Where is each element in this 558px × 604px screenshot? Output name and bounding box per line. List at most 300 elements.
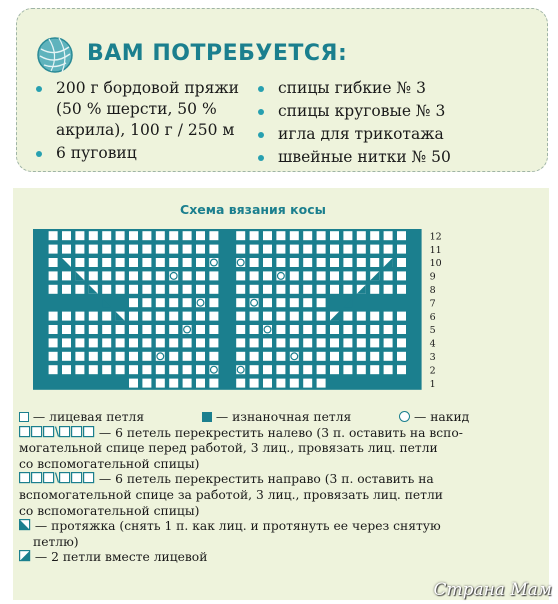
chart-cell: [317, 352, 326, 361]
chart-cell: [169, 245, 178, 254]
chart-cell: [169, 365, 178, 374]
chart-cell: [276, 312, 285, 321]
chart-cell: [317, 365, 326, 374]
chart-cell: [250, 365, 259, 374]
chart-cell: [303, 312, 312, 321]
chart-cell: [250, 338, 259, 347]
chart-cell: [209, 352, 218, 361]
chart-cell: [183, 245, 192, 254]
chart-cell: [343, 352, 352, 361]
chart-cell: [343, 312, 352, 321]
legend-row-k2tog: [19, 550, 543, 566]
chart-cell: [330, 271, 339, 280]
chart-cell: [343, 285, 352, 294]
chart-cell: [183, 258, 192, 267]
legend-cross-right-text-3: со вспомогательной спицы): [19, 503, 200, 518]
chart-cell: [116, 231, 125, 240]
chart-cell: [116, 365, 125, 374]
chart-cell: [156, 379, 165, 388]
chart-cell: [330, 325, 339, 334]
chart-cell: [89, 231, 98, 240]
chart-cell: [169, 231, 178, 240]
chart-cell: [209, 312, 218, 321]
legend-cross-left-text-1: — 6 петель перекрестить налево (3 п. оставить на вспо-: [98, 425, 463, 440]
list-item: спицы круговые № 3: [256, 101, 516, 122]
chart-cell: [330, 245, 339, 254]
chart-cell: [102, 271, 111, 280]
chart-cell: [196, 245, 205, 254]
knitting-chart: [33, 228, 453, 402]
legend-cross-left-text-3: со вспомогательной спицы): [19, 456, 200, 471]
chart-cell: [303, 271, 312, 280]
chart-cell: [49, 245, 58, 254]
chart-cell: [236, 325, 245, 334]
chart-cell: [236, 352, 245, 361]
chart-cell: [343, 365, 352, 374]
chart-cell: [169, 325, 178, 334]
chart-cell: [370, 285, 379, 294]
chart-cell: [290, 298, 299, 307]
chart-cell: [62, 365, 71, 374]
chart-cell: [102, 325, 111, 334]
chart-cell: [236, 231, 245, 240]
chart-cell: [129, 258, 138, 267]
chart-cell: [397, 338, 406, 347]
chart-cell: [384, 245, 393, 254]
legend-yarn-over-text: — накид: [414, 410, 470, 424]
chart-cell: [169, 379, 178, 388]
chart-cell: [303, 338, 312, 347]
chart-cell: [129, 271, 138, 280]
chart-cell: [183, 365, 192, 374]
chart-cell: [303, 285, 312, 294]
chart-cell: [290, 285, 299, 294]
chart-cell: [62, 285, 71, 294]
chart-cell: [75, 231, 84, 240]
chart-cell: [116, 338, 125, 347]
chart-cell: [384, 312, 393, 321]
chart-cell: [236, 245, 245, 254]
chart-cell: [196, 285, 205, 294]
chart-cell: [236, 285, 245, 294]
chart-cell: [183, 352, 192, 361]
chart-cell: [129, 365, 138, 374]
chart-cell: [343, 231, 352, 240]
chart-cell: [303, 379, 312, 388]
chart-cell: [290, 271, 299, 280]
legend-slip-text-2: петлю): [33, 534, 79, 549]
chart-cell: [156, 312, 165, 321]
chart-cell: [384, 231, 393, 240]
chart-cell: [102, 285, 111, 294]
chart-cell: [156, 298, 165, 307]
chart-cell: [75, 325, 84, 334]
chart-cell: [209, 245, 218, 254]
legend-knit-text: — лицевая петля: [32, 410, 145, 424]
chart-cell: [397, 285, 406, 294]
legend-k2tog-text: — 2 петли вместе лицевой: [34, 550, 208, 565]
chart-cell: [116, 258, 125, 267]
purl-symbol-icon: [202, 412, 212, 422]
chart-cell: [276, 231, 285, 240]
chart-cell: [209, 325, 218, 334]
chart-cell: [397, 312, 406, 321]
chart-cell: [102, 365, 111, 374]
legend-row-cross-left: [19, 426, 543, 442]
chart-cell: [317, 325, 326, 334]
chart-cell: [276, 285, 285, 294]
chart-cell: [62, 231, 71, 240]
chart-cell: [290, 258, 299, 267]
chart-cell: [397, 325, 406, 334]
chart-cell: [370, 231, 379, 240]
chart-cell: [357, 338, 366, 347]
chart-cell: [263, 231, 272, 240]
chart-cell: [209, 379, 218, 388]
chart-cell: [62, 352, 71, 361]
chart-cell: [75, 312, 84, 321]
chart-cell: [142, 352, 151, 361]
chart-title: Схема вязания косы: [180, 202, 326, 217]
chart-cell: [370, 338, 379, 347]
yarn-over-mark: [211, 259, 218, 266]
chart-cell: [169, 312, 178, 321]
chart-cell: [384, 325, 393, 334]
chart-cell: [169, 352, 178, 361]
chart-cell: [102, 258, 111, 267]
chart-cell: [236, 271, 245, 280]
chart-cell: [343, 325, 352, 334]
chart-cell: [317, 271, 326, 280]
chart-cell: [49, 258, 58, 267]
chart-cell: [102, 245, 111, 254]
chart-cell: [183, 231, 192, 240]
chart-cell: [116, 325, 125, 334]
chart-cell: [89, 258, 98, 267]
chart-cell: [276, 352, 285, 361]
chart-cell: [263, 271, 272, 280]
chart-cell: [116, 245, 125, 254]
chart-cell: [290, 245, 299, 254]
chart-cell: [196, 258, 205, 267]
chart-cell: [196, 352, 205, 361]
yarn-over-mark: [157, 353, 164, 360]
chart-cell: [303, 325, 312, 334]
chart-cell: [317, 285, 326, 294]
list-item: швейные нитки № 50: [256, 147, 516, 168]
chart-cell: [250, 379, 259, 388]
chart-cell: [142, 365, 151, 374]
chart-cell: [209, 271, 218, 280]
chart-cell: [142, 312, 151, 321]
chart-cell: [357, 245, 366, 254]
chart-cell: [250, 312, 259, 321]
chart-cell: [343, 271, 352, 280]
requirements-list-right: [256, 78, 516, 170]
chart-cell: [276, 325, 285, 334]
chart-cell: [370, 258, 379, 267]
chart-cell: [263, 258, 272, 267]
chart-cell: [290, 325, 299, 334]
chart-cell: [142, 325, 151, 334]
chart-cell: [129, 285, 138, 294]
yarn-over-mark: [211, 366, 218, 373]
list-item: 200 г бордовой пряжи (50 % шерсти, 50 % акрила), 100 г / 250 м: [34, 78, 252, 141]
chart-cell: [276, 338, 285, 347]
chart-cell: [263, 365, 272, 374]
chart-cell: [357, 231, 366, 240]
chart-cell: [263, 379, 272, 388]
yarn-over-mark: [184, 326, 191, 333]
chart-cell: [263, 245, 272, 254]
row-number-label: 8: [429, 285, 436, 296]
chart-cell: [89, 245, 98, 254]
chart-cell: [236, 298, 245, 307]
chart-cell: [102, 352, 111, 361]
chart-cell: [330, 258, 339, 267]
chart-cell: [142, 298, 151, 307]
chart-cell: [317, 245, 326, 254]
cross-right-symbol-icon: [19, 472, 95, 484]
chart-cell: [129, 231, 138, 240]
chart-cell: [62, 312, 71, 321]
chart-cell: [89, 312, 98, 321]
yarn-over-mark: [278, 273, 285, 280]
chart-cell: [250, 258, 259, 267]
list-item: спицы гибкие № 3: [256, 78, 516, 99]
chart-cell: [89, 338, 98, 347]
legend-row-basic: [19, 410, 543, 426]
list-item: 6 пуговиц: [34, 143, 252, 164]
chart-cell: [343, 338, 352, 347]
chart-cell: [62, 245, 71, 254]
chart-cell: [290, 365, 299, 374]
chart-cell: [209, 338, 218, 347]
chart-cell: [169, 285, 178, 294]
chart-cell: [169, 258, 178, 267]
requirements-list-left: [34, 78, 252, 166]
chart-cell: [169, 338, 178, 347]
chart-cell: [116, 285, 125, 294]
chart-cell: [250, 352, 259, 361]
chart-cell: [116, 271, 125, 280]
row-number-label: 3: [429, 352, 436, 363]
chart-cell: [370, 352, 379, 361]
chart-cell: [236, 379, 245, 388]
chart-cell: [263, 352, 272, 361]
chart-cell: [183, 312, 192, 321]
chart-cell: [384, 352, 393, 361]
legend-row-slip: [19, 519, 543, 535]
chart-cell: [62, 338, 71, 347]
chart-cell: [209, 298, 218, 307]
chart-cell: [183, 285, 192, 294]
chart-cell: [397, 258, 406, 267]
list-item: игла для трикотажа: [256, 124, 516, 145]
chart-cell: [183, 338, 192, 347]
chart-cell: [317, 312, 326, 321]
chart-cell: [357, 258, 366, 267]
chart-cell: [370, 312, 379, 321]
chart-cell: [317, 379, 326, 388]
chart-cell: [156, 258, 165, 267]
chart-cell: [142, 338, 151, 347]
chart-cell: [169, 298, 178, 307]
chart-cell: [250, 231, 259, 240]
chart-cell: [75, 338, 84, 347]
chart-cell: [129, 379, 138, 388]
chart-cell: [75, 285, 84, 294]
chart-cell: [384, 365, 393, 374]
chart-cell: [142, 285, 151, 294]
chart-cell: [303, 231, 312, 240]
chart-cell: [384, 271, 393, 280]
legend-row-cross-right: [19, 472, 543, 488]
chart-cell: [196, 325, 205, 334]
chart-cell: [276, 379, 285, 388]
chart-cell: [142, 379, 151, 388]
chart-cell: [290, 312, 299, 321]
chart-cell: [129, 245, 138, 254]
legend-purl-text: — изнаночная петля: [215, 410, 352, 424]
legend-cross-right-text-2: вспомогательной спице за работой, 3 лиц., провязать лиц. петли: [19, 487, 443, 502]
chart-cell: [62, 271, 71, 280]
chart-cell: [196, 271, 205, 280]
cross-left-symbol-icon: [19, 426, 95, 438]
chart-cell: [49, 271, 58, 280]
chart-cell: [303, 298, 312, 307]
chart-cell: [102, 312, 111, 321]
chart-cell: [89, 271, 98, 280]
chart-cell: [370, 365, 379, 374]
chart-cell: [263, 298, 272, 307]
requirements-title: ВАМ ПОТРЕБУЕТСЯ:: [87, 41, 348, 66]
yarn-over-mark: [237, 259, 244, 266]
row-number-label: 2: [429, 365, 436, 377]
chart-cell: [263, 338, 272, 347]
chart-cell: [384, 338, 393, 347]
chart-cell: [196, 338, 205, 347]
chart-cell: [102, 231, 111, 240]
chart-cell: [102, 338, 111, 347]
chart-cell: [303, 258, 312, 267]
chart-cell: [343, 245, 352, 254]
chart-cell: [156, 245, 165, 254]
chart-cell: [196, 365, 205, 374]
chart-cell: [156, 338, 165, 347]
chart-cell: [236, 312, 245, 321]
chart-cell: [330, 365, 339, 374]
legend-cross-right-text-1: — 6 петель перекрестить направо (3 п. оставить на: [98, 472, 434, 487]
chart-cell: [142, 258, 151, 267]
chart-cell: [357, 325, 366, 334]
row-number-label: 1: [429, 378, 436, 390]
chart-cell: [330, 338, 339, 347]
yarn-over-mark: [237, 366, 244, 373]
chart-cell: [397, 245, 406, 254]
chart-cell: [49, 352, 58, 361]
chart-cell: [156, 365, 165, 374]
chart-cell: [250, 285, 259, 294]
chart-cell: [156, 271, 165, 280]
chart-cell: [196, 312, 205, 321]
chart-cell: [183, 379, 192, 388]
chart-cell: [317, 258, 326, 267]
chart-cell: [276, 365, 285, 374]
chart-cell: [330, 285, 339, 294]
chart-cell: [250, 245, 259, 254]
chart-cell: [129, 352, 138, 361]
chart-cell: [49, 365, 58, 374]
chart-cell: [156, 285, 165, 294]
chart-cell: [116, 352, 125, 361]
chart-cell: [49, 231, 58, 240]
chart-cell: [75, 352, 84, 361]
chart-cell: [357, 312, 366, 321]
chart-cell: [290, 231, 299, 240]
yarn-over-mark: [264, 326, 271, 333]
chart-cell: [317, 338, 326, 347]
chart-cell: [290, 379, 299, 388]
chart-cell: [317, 231, 326, 240]
yarn-ball-icon: [35, 35, 75, 75]
chart-cell: [75, 245, 84, 254]
chart-cell: [75, 365, 84, 374]
chart-cell: [263, 285, 272, 294]
yarn-over-mark: [170, 273, 177, 280]
chart-cell: [129, 338, 138, 347]
chart-cell: [49, 338, 58, 347]
yarn-over-symbol-icon: [399, 411, 410, 422]
chart-cell: [330, 231, 339, 240]
chart-cell: [129, 325, 138, 334]
chart-cell: [89, 325, 98, 334]
chart-cell: [49, 285, 58, 294]
chart-cell: [343, 258, 352, 267]
row-number-label: 12: [429, 231, 442, 243]
chart-cell: [397, 231, 406, 240]
yarn-over-mark: [251, 299, 258, 306]
chart-cell: [397, 352, 406, 361]
chart-cell: [209, 231, 218, 240]
chart-cell: [317, 298, 326, 307]
watermark: Страна Мам: [433, 580, 552, 600]
chart-cell: [303, 245, 312, 254]
chart-cell: [209, 285, 218, 294]
chart-cell: [370, 245, 379, 254]
chart-cell: [183, 298, 192, 307]
row-number-label: 5: [429, 325, 436, 337]
chart-cell: [303, 352, 312, 361]
row-number-label: 10: [429, 258, 442, 270]
chart-cell: [276, 245, 285, 254]
chart-cell: [49, 325, 58, 334]
chart-cell: [357, 271, 366, 280]
chart-cell: [370, 325, 379, 334]
chart-box: [13, 188, 549, 600]
chart-cell: [290, 338, 299, 347]
chart-cell: [129, 298, 138, 307]
chart-cell: [196, 231, 205, 240]
chart-cell: [196, 379, 205, 388]
chart-cell: [384, 285, 393, 294]
chart-cell: [303, 365, 312, 374]
chart-cell: [156, 325, 165, 334]
row-number-label: 6: [429, 311, 436, 323]
chart-cell: [357, 352, 366, 361]
knit-symbol-icon: [19, 412, 29, 422]
chart-cell: [142, 231, 151, 240]
